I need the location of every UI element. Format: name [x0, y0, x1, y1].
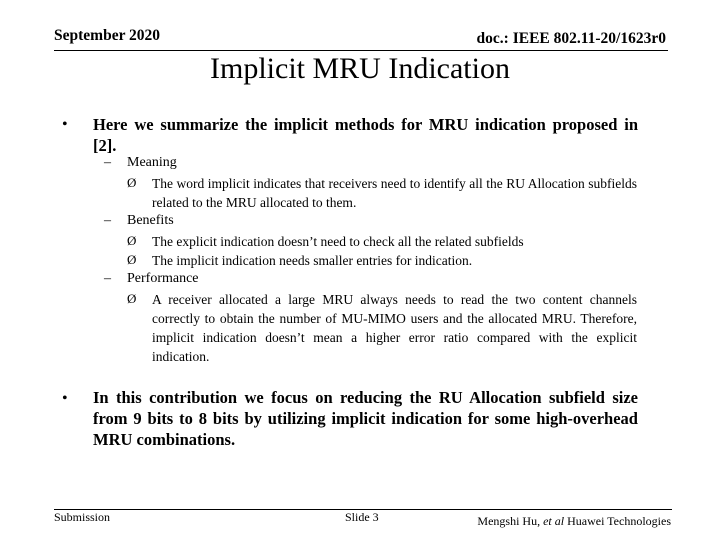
arrow-marker: Ø — [127, 291, 137, 306]
footer-submission: Submission — [54, 510, 111, 524]
dash-marker: – — [104, 213, 111, 228]
footer-author-name: Mengshi Hu, — [477, 514, 544, 528]
dash-marker: – — [104, 271, 111, 286]
subheading-meaning: Meaning — [127, 155, 177, 170]
arrow-marker: Ø — [127, 233, 137, 248]
footer-author — [477, 514, 671, 529]
arrow-marker: Ø — [127, 252, 137, 267]
header-date: September 2020 — [54, 27, 161, 44]
bullet-summary-text: Here we summarize the implicit methods for MRU indication proposed in [2]. — [93, 115, 638, 155]
benefits-text-1: The explicit indication doesn’t need to check all the related subfields — [152, 234, 524, 249]
bullet-marker: • — [62, 390, 68, 407]
dash-marker: – — [104, 155, 111, 170]
header-doc-id: doc.: IEEE 802.11-20/1623r0 — [476, 30, 666, 47]
bullet-contribution-text: In this contribution we focus on reducing the RU Allocation subfield size from 9 bits to 8 bits by utilizing implicit indication for some high-overhead MRU combinations. — [93, 388, 638, 449]
subheading-benefits: Benefits — [127, 213, 174, 228]
subheading-performance: Performance — [127, 271, 199, 286]
meaning-text: The word implicit indicates that receivers need to identify all the RU Allocation subfields related to the MRU allocated to them. — [152, 176, 637, 210]
header-divider — [54, 50, 668, 51]
arrow-marker: Ø — [127, 175, 137, 190]
benefits-text-2: The implicit indication needs smaller entries for indication. — [152, 253, 473, 268]
slide-title: Implicit MRU Indication — [210, 52, 510, 85]
footer-slide-number: Slide 3 — [345, 510, 379, 524]
footer-author-org: Huawei Technologies — [564, 514, 671, 528]
bullet-marker: • — [62, 116, 68, 133]
performance-text: A receiver allocated a large MRU always needs to read the two content channels correctly to obtain the number of MU-MIMO users and the allocated MRU. Therefore, implicit indication doesn’t mean a higher error ratio compared with the explicit indication. — [152, 292, 637, 364]
footer-author-etal: et al — [543, 514, 565, 528]
